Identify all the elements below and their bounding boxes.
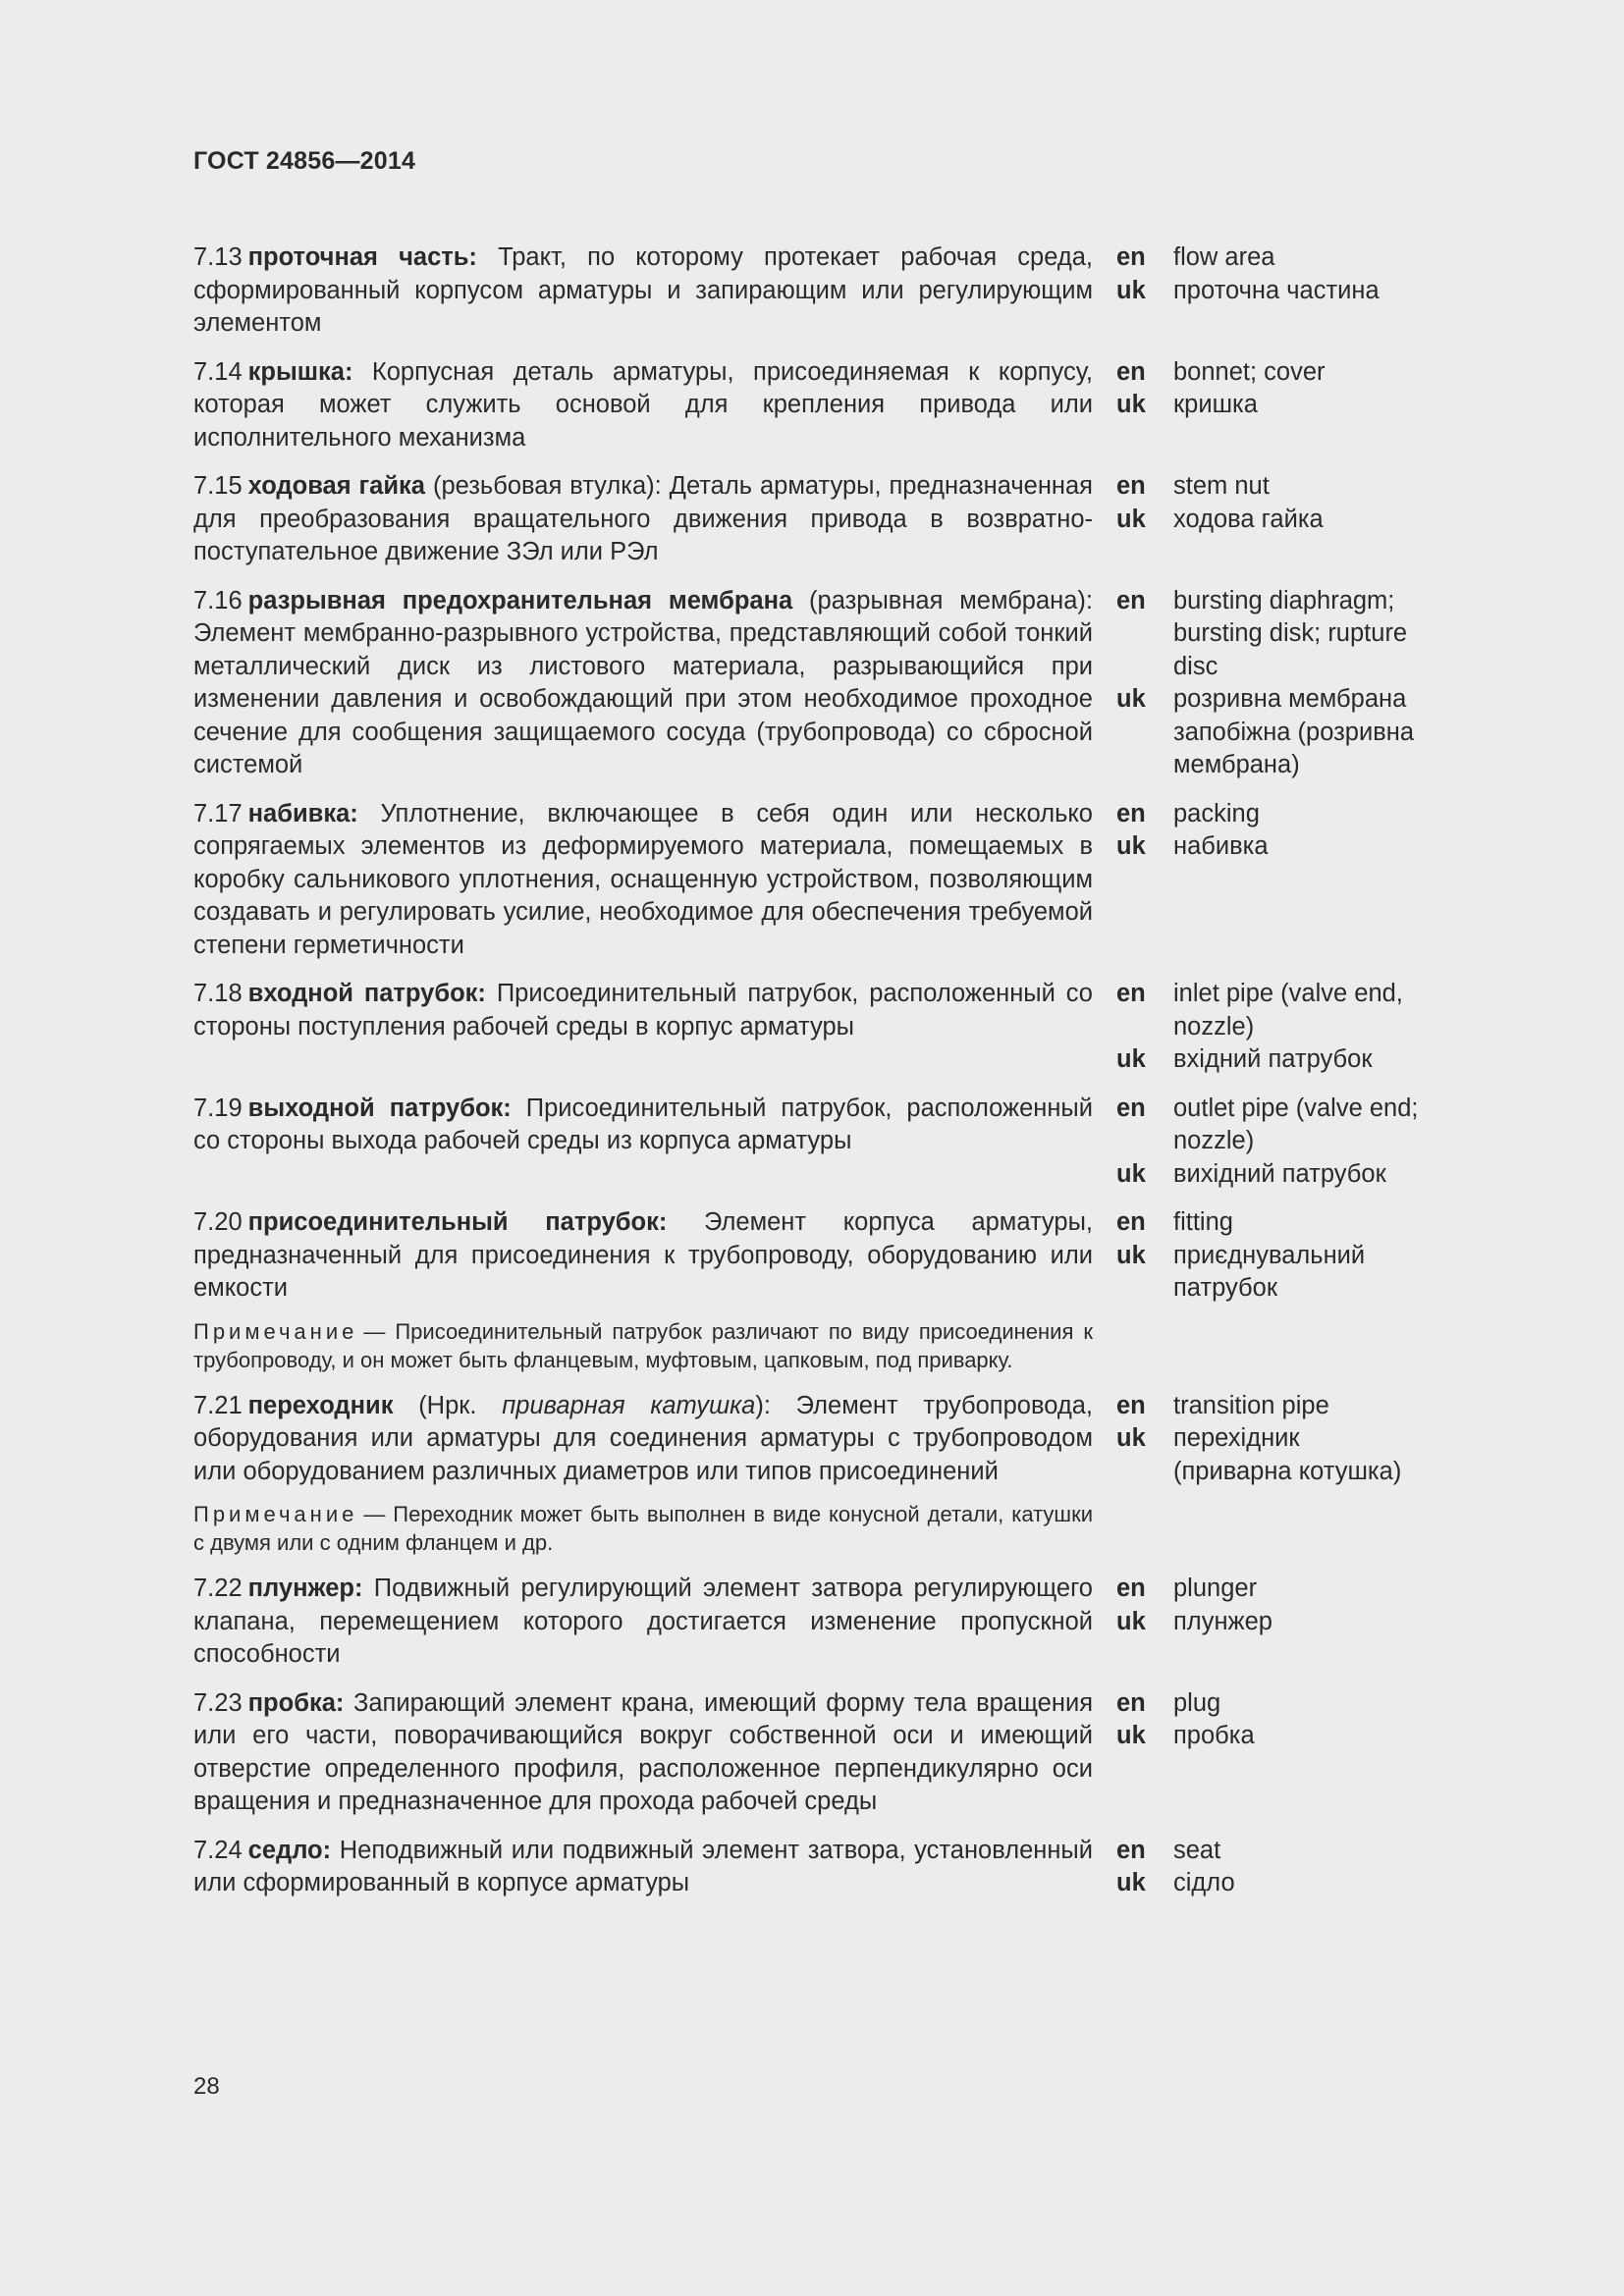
term-entry (193, 1206, 1480, 1306)
translation-en: flow area (1173, 243, 1275, 271)
term-number: 7.17 (193, 799, 243, 828)
translation-en: stem nut (1173, 472, 1270, 500)
term-definition (193, 356, 1093, 455)
translations (1116, 1835, 1421, 1900)
translation-en: seat (1173, 1836, 1221, 1864)
lang-label-uk: uk (1116, 832, 1146, 860)
term-entry (193, 1093, 1480, 1192)
translation-uk: перехідник (приварна котушка) (1173, 1424, 1402, 1485)
translation-uk: вхідний патрубок (1173, 1045, 1373, 1073)
lang-label-uk: uk (1116, 1424, 1146, 1452)
translation-uk: ходова гайка (1173, 505, 1324, 533)
term-body: (резьбовая втулка): Деталь арматуры, предназначенная для преобразования вращательного движения привода в возвратно-поступательное движение ЗЭл или РЭл (193, 472, 1093, 565)
translations (1116, 1206, 1421, 1306)
term-list (193, 241, 1480, 1916)
term-name: ходовая гайка (247, 472, 425, 500)
translations (1116, 798, 1421, 963)
term-body: Тракт, по которому протекает рабочая среда, сформированный корпусом арматуры и запирающим или регулирующим элементом (193, 243, 1093, 337)
note-label: Примечание (193, 1502, 358, 1526)
term-name: пробка: (247, 1688, 345, 1717)
translations (1116, 1573, 1421, 1672)
lang-label-uk: uk (1116, 1241, 1146, 1269)
lang-label-uk: uk (1116, 1869, 1146, 1896)
lang-label-en: en (1116, 243, 1146, 271)
translations (1116, 978, 1421, 1077)
term-body: Корпусная деталь арматуры, присоединяемая к корпусу, которая может служить основой для крепления привода или исполнительного механизма (193, 357, 1093, 452)
term-entry (193, 1390, 1480, 1489)
lang-label-en: en (1116, 1688, 1146, 1717)
lang-label-en: en (1116, 472, 1146, 500)
term-deprecated-synonym: приварная катушка (502, 1391, 756, 1419)
translation-uk: проточна частина (1173, 276, 1380, 304)
translations (1116, 470, 1421, 569)
term-definition (193, 1093, 1093, 1192)
term-name: присоединительный патрубок: (247, 1208, 668, 1236)
term-number: 7.18 (193, 980, 243, 1007)
term-name: проточная часть: (247, 243, 477, 271)
translation-uk: вихідний патрубок (1173, 1159, 1386, 1188)
lang-label-en: en (1116, 1575, 1146, 1602)
translations (1116, 585, 1421, 782)
term-entry (193, 798, 1480, 963)
translations (1116, 1687, 1421, 1819)
lang-label-uk: uk (1116, 1607, 1146, 1635)
term-entry (193, 978, 1480, 1077)
translation-uk: приєднувальний патрубок (1173, 1241, 1366, 1302)
translation-en: packing (1173, 799, 1260, 828)
translation-en: transition pipe (1173, 1391, 1329, 1419)
term-name: крышка: (247, 357, 353, 386)
lang-label-uk: uk (1116, 1722, 1146, 1749)
term-name: набивка: (247, 799, 358, 828)
translation-uk: набивка (1173, 832, 1269, 860)
translation-en: plunger (1173, 1575, 1258, 1602)
term-body: (разрывная мембрана): Элемент мембранно-разрывного устройства, представляющий собой тонкий металлический диск из листового материала, разрывающийся при изменении давления и освобождающий при этом необходимое проходное сечение для сообщения защищаемого сосуда (трубопровода) со сбросной системой (193, 586, 1093, 778)
lang-label-en: en (1116, 357, 1146, 386)
term-name: плунжер: (247, 1575, 363, 1602)
document-header: ГОСТ 24856—2014 (193, 147, 416, 175)
term-entry (193, 585, 1480, 782)
term-name: переходник (247, 1391, 394, 1419)
lang-label-en: en (1116, 1208, 1146, 1236)
translation-uk: сідло (1173, 1869, 1235, 1896)
term-definition (193, 1573, 1093, 1672)
term-body: Элемент корпуса арматуры, предназначенный для присоединения к трубопроводу, оборудованию или емкости (193, 1208, 1093, 1302)
page-number: 28 (193, 2073, 220, 2100)
lang-label-en: en (1116, 799, 1146, 828)
translation-en: fitting (1173, 1208, 1233, 1236)
term-definition (193, 798, 1093, 963)
term-entry (193, 356, 1480, 455)
term-body: Запирающий элемент крана, имеющий форму тела вращения или его части, поворачивающийся вокруг собственной оси и имеющий отверстие определенного профиля, расположенное перпендикулярно оси вращения и предназначенное для прохода рабочей среды (193, 1688, 1093, 1815)
term-definition (193, 1687, 1093, 1819)
term-definition (193, 585, 1093, 782)
lang-label-uk: uk (1116, 391, 1146, 418)
term-note (193, 1317, 1093, 1374)
term-definition (193, 1390, 1093, 1489)
term-number: 7.19 (193, 1094, 243, 1122)
translation-en: inlet pipe (valve end, nozzle) (1173, 980, 1403, 1041)
term-entry (193, 241, 1480, 341)
lang-label-uk: uk (1116, 276, 1146, 304)
term-body: Неподвижный или подвижный элемент затвора, установленный или сформированный в корпусе арматуры (193, 1836, 1093, 1896)
term-name: выходной патрубок: (247, 1094, 512, 1122)
term-entry (193, 1835, 1480, 1900)
term-number: 7.16 (193, 586, 243, 614)
term-note (193, 1500, 1093, 1557)
term-entry (193, 1687, 1480, 1819)
lang-label-en: en (1116, 586, 1146, 614)
lang-label-uk: uk (1116, 1045, 1146, 1073)
term-entry (193, 470, 1480, 569)
translation-en: outlet pipe (valve end; nozzle) (1173, 1094, 1419, 1154)
term-definition (193, 1206, 1093, 1306)
translation-uk: пробка (1173, 1722, 1255, 1749)
term-name: разрывная предохранительная мембрана (247, 586, 793, 614)
translation-en: bursting diaphragm; bursting disk; rupture disc (1173, 586, 1408, 680)
term-number: 7.22 (193, 1575, 243, 1602)
term-number: 7.15 (193, 472, 243, 500)
term-name: седло: (247, 1836, 332, 1864)
translations (1116, 241, 1421, 341)
term-body: Присоединительный патрубок, расположенный со стороны поступления рабочей среды в корпус арматуры (193, 980, 1093, 1041)
term-number: 7.20 (193, 1208, 243, 1236)
term-number: 7.13 (193, 243, 243, 271)
term-number: 7.23 (193, 1688, 243, 1717)
term-definition (193, 978, 1093, 1077)
term-body: Уплотнение, включающее в себя один или несколько сопрягаемых элементов из деформируемого материала, помещаемых в коробку сальникового уплотнения, оснащенную устройством, позволяющим создавать и регулировать усилие, необходимое для обеспечения требуемой степени герметичности (193, 799, 1093, 959)
lang-label-en: en (1116, 1094, 1146, 1122)
term-body: ): Элемент трубопровода, оборудования или арматуры для соединения арматуры с трубопроводом или оборудованием различных диаметров или типов присоединений (193, 1391, 1093, 1485)
term-body: Присоединительный патрубок, расположенный со стороны выхода рабочей среды из корпуса арматуры (193, 1094, 1093, 1154)
translations (1116, 1093, 1421, 1192)
term-name: входной патрубок: (247, 980, 486, 1007)
term-number: 7.21 (193, 1391, 243, 1419)
lang-label-en: en (1116, 1391, 1146, 1419)
lang-label-en: en (1116, 1836, 1146, 1864)
translation-uk: плунжер (1173, 1607, 1272, 1635)
term-definition (193, 241, 1093, 341)
term-number: 7.14 (193, 357, 243, 386)
term-definition (193, 470, 1093, 569)
note-text: — Переходник может быть выполнен в виде конусной детали, катушки с двумя или с одним фланцем и др. (193, 1502, 1093, 1555)
translation-uk: кришка (1173, 391, 1258, 418)
note-text: — Присоединительный патрубок различают по виду присоединения к трубопроводу, и он может быть фланцевым, муфтовым, цапковым, под приварку. (193, 1318, 1093, 1372)
translation-uk: розривна мембрана запобіжна (розривна мембрана) (1173, 685, 1415, 778)
lang-label-uk: uk (1116, 505, 1146, 533)
translations (1116, 1390, 1421, 1489)
translations (1116, 356, 1421, 455)
lang-label-uk: uk (1116, 1159, 1146, 1188)
term-definition (193, 1835, 1093, 1900)
term-number: 7.24 (193, 1836, 243, 1864)
lang-label-en: en (1116, 980, 1146, 1007)
term-body-prefix: (Нрк. (393, 1391, 503, 1419)
lang-label-uk: uk (1116, 685, 1146, 713)
term-entry (193, 1573, 1480, 1672)
note-label: Примечание (193, 1318, 358, 1344)
term-body: Подвижный регулирующий элемент затвора регулирующего клапана, перемещением которого достигается изменение пропускной способности (193, 1575, 1093, 1668)
translation-en: bonnet; cover (1173, 357, 1326, 386)
translation-en: plug (1173, 1688, 1221, 1717)
